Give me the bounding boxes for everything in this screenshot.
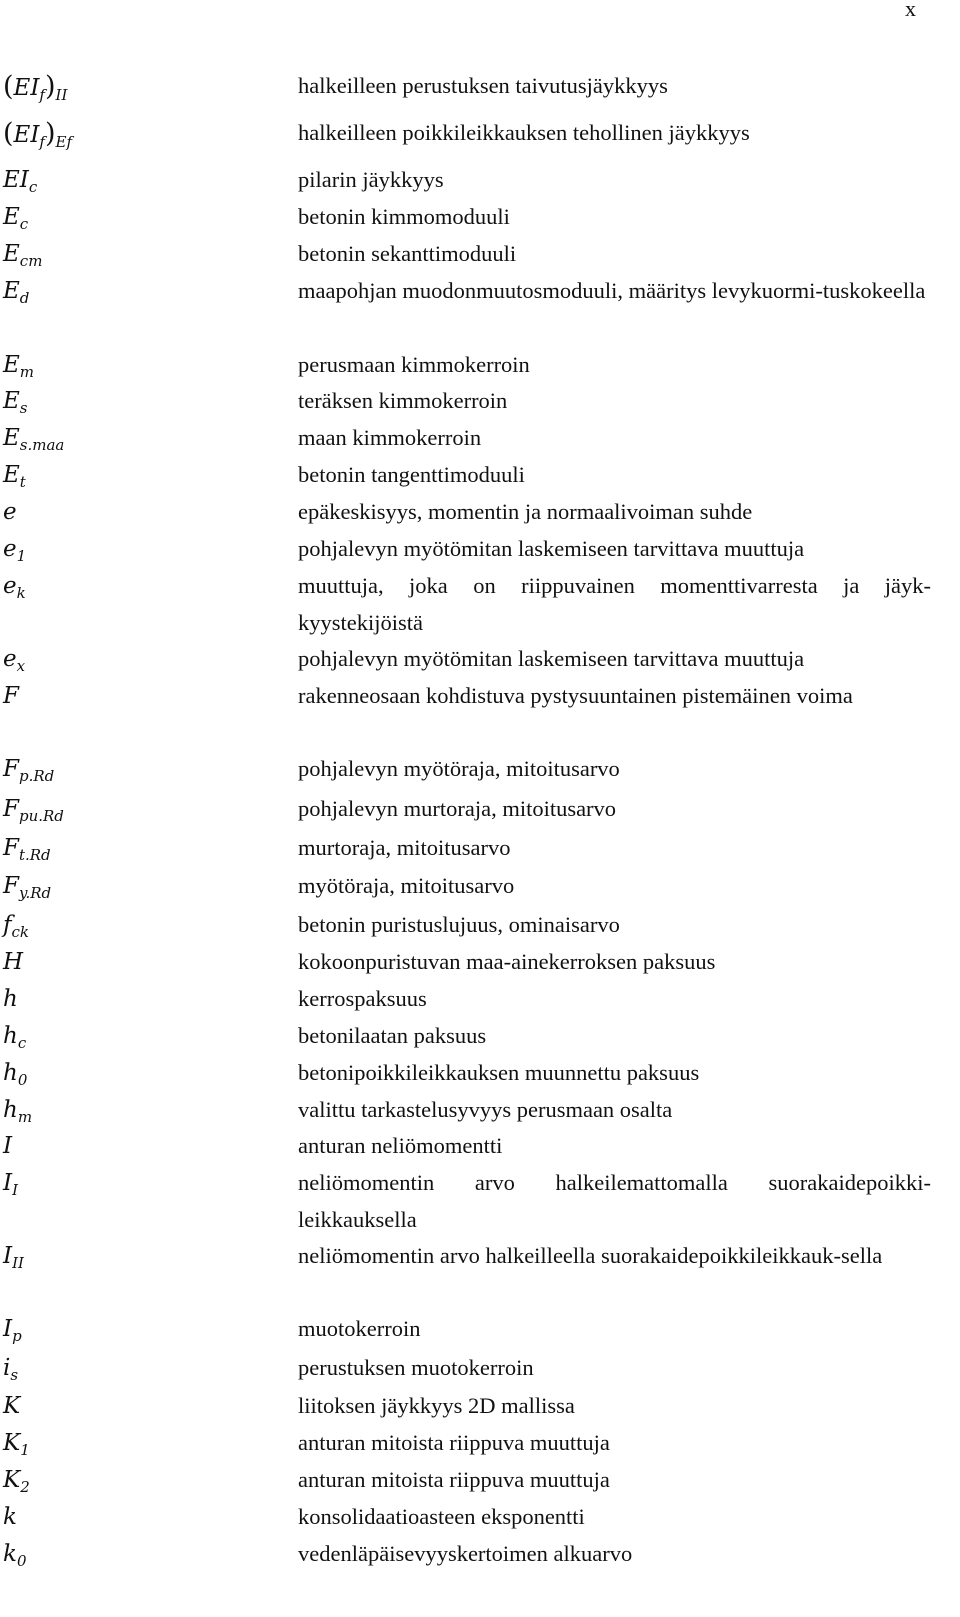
symbol: $E_d$	[3, 278, 30, 307]
symbol: $E_{cm}$	[3, 241, 43, 270]
symbol: $E_t$	[3, 462, 26, 491]
symbol-description: betonin sekanttimoduuli	[298, 241, 517, 266]
symbol: $e_x$	[3, 646, 26, 675]
symbol-row	[0, 1499, 931, 1536]
symbol-row	[0, 162, 931, 199]
symbol-row	[0, 531, 931, 568]
symbol: k	[3, 1504, 17, 1530]
symbol-row	[0, 791, 931, 828]
symbol: $E_c$	[3, 204, 29, 233]
symbol-row	[0, 273, 931, 310]
symbol: $E_s$	[3, 388, 28, 417]
symbol-description: neliömomentin arvo halkeilleella suorakaidepoikkileikkauk-sella	[298, 1243, 883, 1268]
symbol-description: perustuksen muotokerroin	[298, 1355, 534, 1380]
symbol-description: teräksen kimmokerroin	[298, 388, 508, 413]
symbol: $h_c$	[3, 1023, 27, 1052]
symbol: $F_{p.Rd}$	[3, 756, 55, 785]
symbol-description: perusmaan kimmokerroin	[298, 352, 530, 377]
symbol-description: pohjalevyn myötömitan laskemiseen tarvittava muuttuja	[298, 536, 805, 561]
symbol: h	[3, 986, 18, 1012]
symbol-row	[0, 1462, 931, 1499]
symbol-row	[0, 868, 931, 905]
symbol-row	[0, 907, 931, 944]
symbol-description: anturan neliömomentti	[298, 1133, 503, 1158]
symbol: F	[3, 683, 19, 709]
symbol: $k_0$	[3, 1541, 27, 1570]
symbol-description: kerrospaksuus	[298, 986, 427, 1011]
symbol: K	[3, 1393, 21, 1419]
symbol-row	[0, 751, 931, 788]
symbol: e	[3, 499, 17, 525]
symbol: $I_I$	[3, 1170, 19, 1199]
symbol-row	[0, 981, 931, 1018]
symbol-row	[0, 115, 931, 154]
symbol-description: kokoonpuristuvan maa-ainekerroksen paksuus	[298, 949, 716, 974]
symbol-description: maan kimmokerroin	[298, 425, 482, 450]
symbol-row	[0, 1388, 931, 1425]
symbol-row	[0, 1350, 931, 1387]
symbol-description: betonin puristuslujuus, ominaisarvo	[298, 912, 620, 937]
symbol-description: pilarin jäykkyys	[298, 167, 444, 192]
symbol: $F_{t.Rd}$	[3, 835, 51, 864]
symbol: I	[3, 1133, 13, 1159]
symbol-row	[0, 199, 931, 236]
symbol-description: epäkeskisyys, momentin ja normaalivoiman suhde	[298, 499, 753, 524]
symbol-description: betonin kimmomoduuli	[298, 204, 510, 229]
symbol-row	[0, 383, 931, 420]
symbol: $h_m$	[3, 1097, 33, 1126]
symbol: $f_{ck}$	[3, 912, 30, 941]
symbol-description: betonilaatan paksuus	[298, 1023, 487, 1048]
symbol-description: valittu tarkastelusyvyys perusmaan osalta	[298, 1097, 673, 1122]
symbol-row	[0, 568, 931, 641]
symbol: $h_0$	[3, 1060, 28, 1089]
symbol: $(EI_f)_{II}$	[3, 71, 68, 104]
symbol-row	[0, 1055, 931, 1092]
symbol-row	[0, 1165, 931, 1238]
symbol-row	[0, 1238, 931, 1275]
symbol-row	[0, 1092, 931, 1129]
symbol-row	[0, 457, 931, 494]
symbol-description: liitoksen jäykkyys 2D mallissa	[298, 1393, 575, 1418]
symbol-row	[0, 420, 931, 457]
symbol-description: muuttuja, joka on riippuvainen momenttivarresta ja jäyk-kyystekijöistä	[298, 573, 931, 635]
symbol-row	[0, 678, 931, 715]
symbol: $EI_c$	[3, 167, 38, 196]
symbol-description: vedenläpäisevyyskertoimen alkuarvo	[298, 1541, 633, 1566]
symbol-description: betonin tangenttimoduuli	[298, 462, 525, 487]
symbol-description: pohjalevyn myötömitan laskemiseen tarvittava muuttuja	[298, 646, 805, 671]
symbol-description: myötöraja, mitoitusarvo	[298, 873, 515, 898]
symbol: $E_m$	[3, 352, 35, 381]
symbol-description: pohjalevyn myötöraja, mitoitusarvo	[298, 756, 620, 781]
symbol-row	[0, 494, 931, 531]
symbol-row	[0, 1128, 931, 1165]
symbol-description: konsolidaatioasteen eksponentti	[298, 1504, 585, 1529]
symbol-description: halkeilleen poikkileikkauksen tehollinen jäykkyys	[298, 120, 750, 145]
symbol: $(EI_f)_{Ef}$	[3, 118, 73, 151]
symbol: $e_1$	[3, 536, 27, 565]
symbol: $I_{II}$	[3, 1243, 24, 1272]
symbol-row	[0, 1311, 931, 1348]
symbol-description: anturan mitoista riippuva muuttuja	[298, 1430, 610, 1455]
symbol-row	[0, 944, 931, 981]
symbol: H	[3, 949, 24, 975]
symbol: $e_k$	[3, 573, 26, 602]
symbol: $F_{pu.Rd}$	[3, 796, 64, 825]
symbol: $K_1$	[3, 1430, 30, 1459]
symbol-row	[0, 641, 931, 678]
symbol-row	[0, 1425, 931, 1462]
symbol-row	[0, 1536, 931, 1573]
symbol-row	[0, 68, 931, 107]
symbol-description: anturan mitoista riippuva muuttuja	[298, 1467, 610, 1492]
symbol: $I_p$	[3, 1316, 22, 1345]
page-number: x	[905, 0, 916, 21]
symbol-row	[0, 236, 931, 273]
symbol: $i_s$	[3, 1355, 19, 1384]
symbol-description: pohjalevyn murtoraja, mitoitusarvo	[298, 796, 617, 821]
symbol-description: maapohjan muodonmuutosmoduuli, määritys levykuormi-tuskokeella	[298, 278, 926, 303]
symbol-description: betonipoikkileikkauksen muunnettu paksuus	[298, 1060, 700, 1085]
symbol-description: murtoraja, mitoitusarvo	[298, 835, 511, 860]
symbol-row	[0, 1018, 931, 1055]
symbol-row	[0, 830, 931, 867]
symbol-description: neliömomentin arvo halkeilemattomalla suorakaidepoikki-leikkauksella	[298, 1170, 931, 1232]
symbol-description: halkeilleen perustuksen taivutusjäykkyys	[298, 73, 668, 98]
symbol: $K_2$	[3, 1467, 30, 1496]
symbol-row	[0, 347, 931, 384]
symbol-description: muotokerroin	[298, 1316, 421, 1341]
symbol-description: rakenneosaan kohdistuva pystysuuntainen pistemäinen voima	[298, 683, 853, 708]
symbol: $F_{y.Rd}$	[3, 873, 52, 902]
symbol: $E_{s.maa}$	[3, 425, 65, 454]
